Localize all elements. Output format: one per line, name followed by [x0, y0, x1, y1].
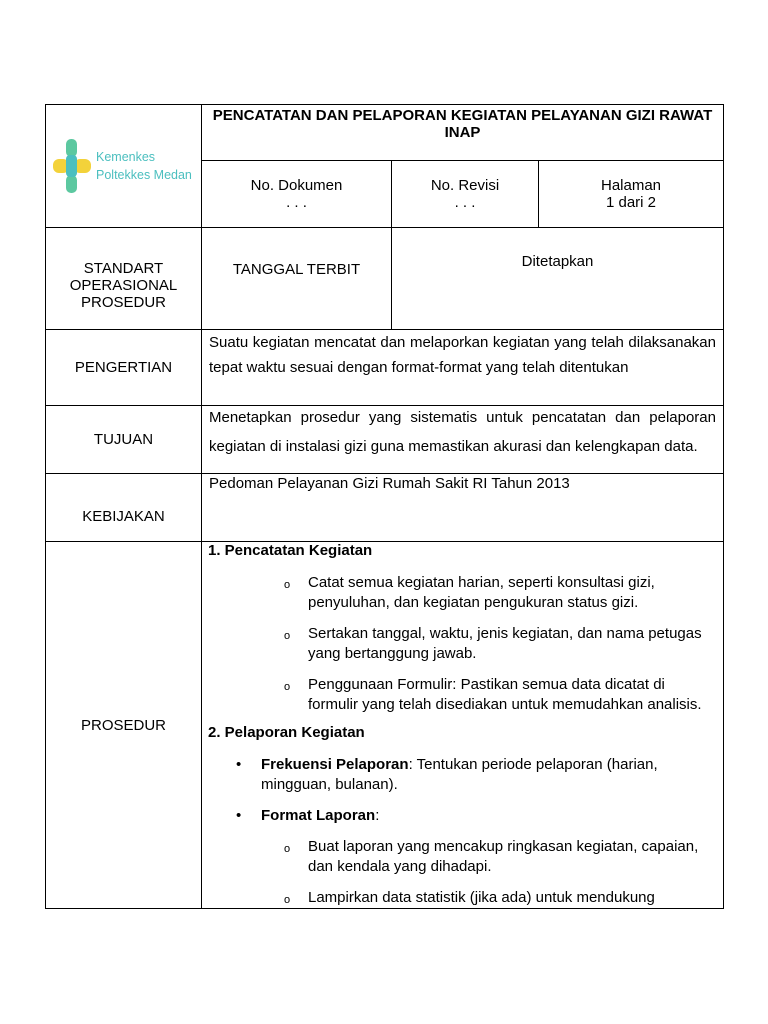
sop-document-table [45, 104, 724, 909]
list-item: o Penggunaan Formulir: Pastikan semua data dicatat di formulir yang telah disediakan untuk memudahkan analisis. [208, 675, 717, 715]
format-laporan-sublist [208, 837, 717, 907]
doc-number-cell [202, 161, 392, 228]
format-term: Format Laporan [261, 807, 376, 824]
logo-cell [46, 105, 202, 228]
kemenkes-logo-icon [52, 137, 92, 195]
prosedur-content-cell [202, 542, 724, 909]
format-desc: : [375, 807, 380, 824]
pengertian-text: Suatu kegiatan mencatat dan melaporkan kegiatan yang telah dilaksanakan tepat waktu sesuai dengan format-format yang telah ditentukan [209, 334, 716, 376]
document-title: PENCATATAN DAN PELAPORAN KEGIATAN PELAYANAN GIZI RAWAT INAP [212, 107, 713, 141]
list-item: o Buat laporan yang mencakup ringkasan kegiatan, capaian, dan kendala yang dihadapi. [208, 837, 717, 877]
kemenkes-logo [46, 137, 201, 195]
tujuan-text: Menetapkan prosedur yang sistematis untuk pencatatan dan pelaporan kegiatan di instalasi gizi guna memastikan akurasi dan kelengkapan data. [209, 409, 716, 455]
list-item: o Catat semua kegiatan harian, seperti konsultasi gizi, penyuluhan, dan kegiatan pengukuran status gizi. [208, 573, 717, 613]
page-cell [539, 161, 724, 228]
prosedur-label: PROSEDUR [80, 716, 166, 734]
approval-label: Ditetapkan [521, 253, 594, 270]
sop-label-line2: OPERASIONAL [69, 277, 178, 294]
revision-cell [392, 161, 539, 228]
pengertian-label-cell [46, 330, 202, 406]
prosedur-label-cell [46, 542, 202, 909]
frekuensi-term: Frekuensi Pelaporan [261, 756, 409, 773]
logo-line-poltekkes: Poltekkes Medan [96, 168, 192, 182]
prosedur-section-1-heading: 1. Pencatatan Kegiatan [208, 542, 373, 559]
approval-cell [392, 228, 724, 330]
prosedur-section-1-list [208, 573, 717, 715]
page-value: 1 dari 2 [605, 194, 657, 211]
prosedur-section-2-list [208, 755, 717, 826]
list-item: o Lampirkan data statistik (jika ada) untuk mendukung [208, 888, 717, 907]
sop-label-line1: STANDART [83, 260, 164, 277]
revision-label: No. Revisi [430, 177, 500, 194]
pengertian-text-cell [202, 330, 724, 406]
tujuan-text-cell [202, 406, 724, 474]
sop-label-cell [46, 228, 202, 330]
kebijakan-text-cell [202, 474, 724, 542]
frekuensi-desc: : Tentukan periode pelaporan (harian, mingguan, bulanan). [261, 756, 658, 793]
page-label: Halaman [600, 177, 662, 194]
sop-label-line3: PROSEDUR [80, 294, 166, 311]
list-item: o Sertakan tanggal, waktu, jenis kegiatan, dan nama petugas yang bertanggung jawab. [208, 624, 717, 664]
kebijakan-label: KEBIJAKAN [82, 508, 165, 525]
pengertian-label: PENGERTIAN [74, 359, 173, 376]
issue-date-cell [202, 228, 392, 330]
tujuan-label-cell [46, 406, 202, 474]
list-item-format [208, 806, 717, 826]
revision-value: . . . [454, 194, 476, 211]
prosedur-section-2-heading: 2. Pelaporan Kegiatan [208, 724, 365, 741]
kebijakan-text: Pedoman Pelayanan Gizi Rumah Sakit RI Tahun 2013 [209, 475, 570, 492]
doc-number-label: No. Dokumen [250, 177, 343, 194]
document-title-cell [202, 105, 724, 161]
tujuan-label: TUJUAN [93, 431, 154, 448]
logo-line-kemenkes: Kemenkes [96, 150, 156, 164]
doc-number-value: . . . [286, 194, 307, 211]
list-item-frekuensi [208, 755, 717, 795]
issue-date-label: TANGGAL TERBIT [232, 261, 361, 278]
kebijakan-label-cell [46, 474, 202, 542]
